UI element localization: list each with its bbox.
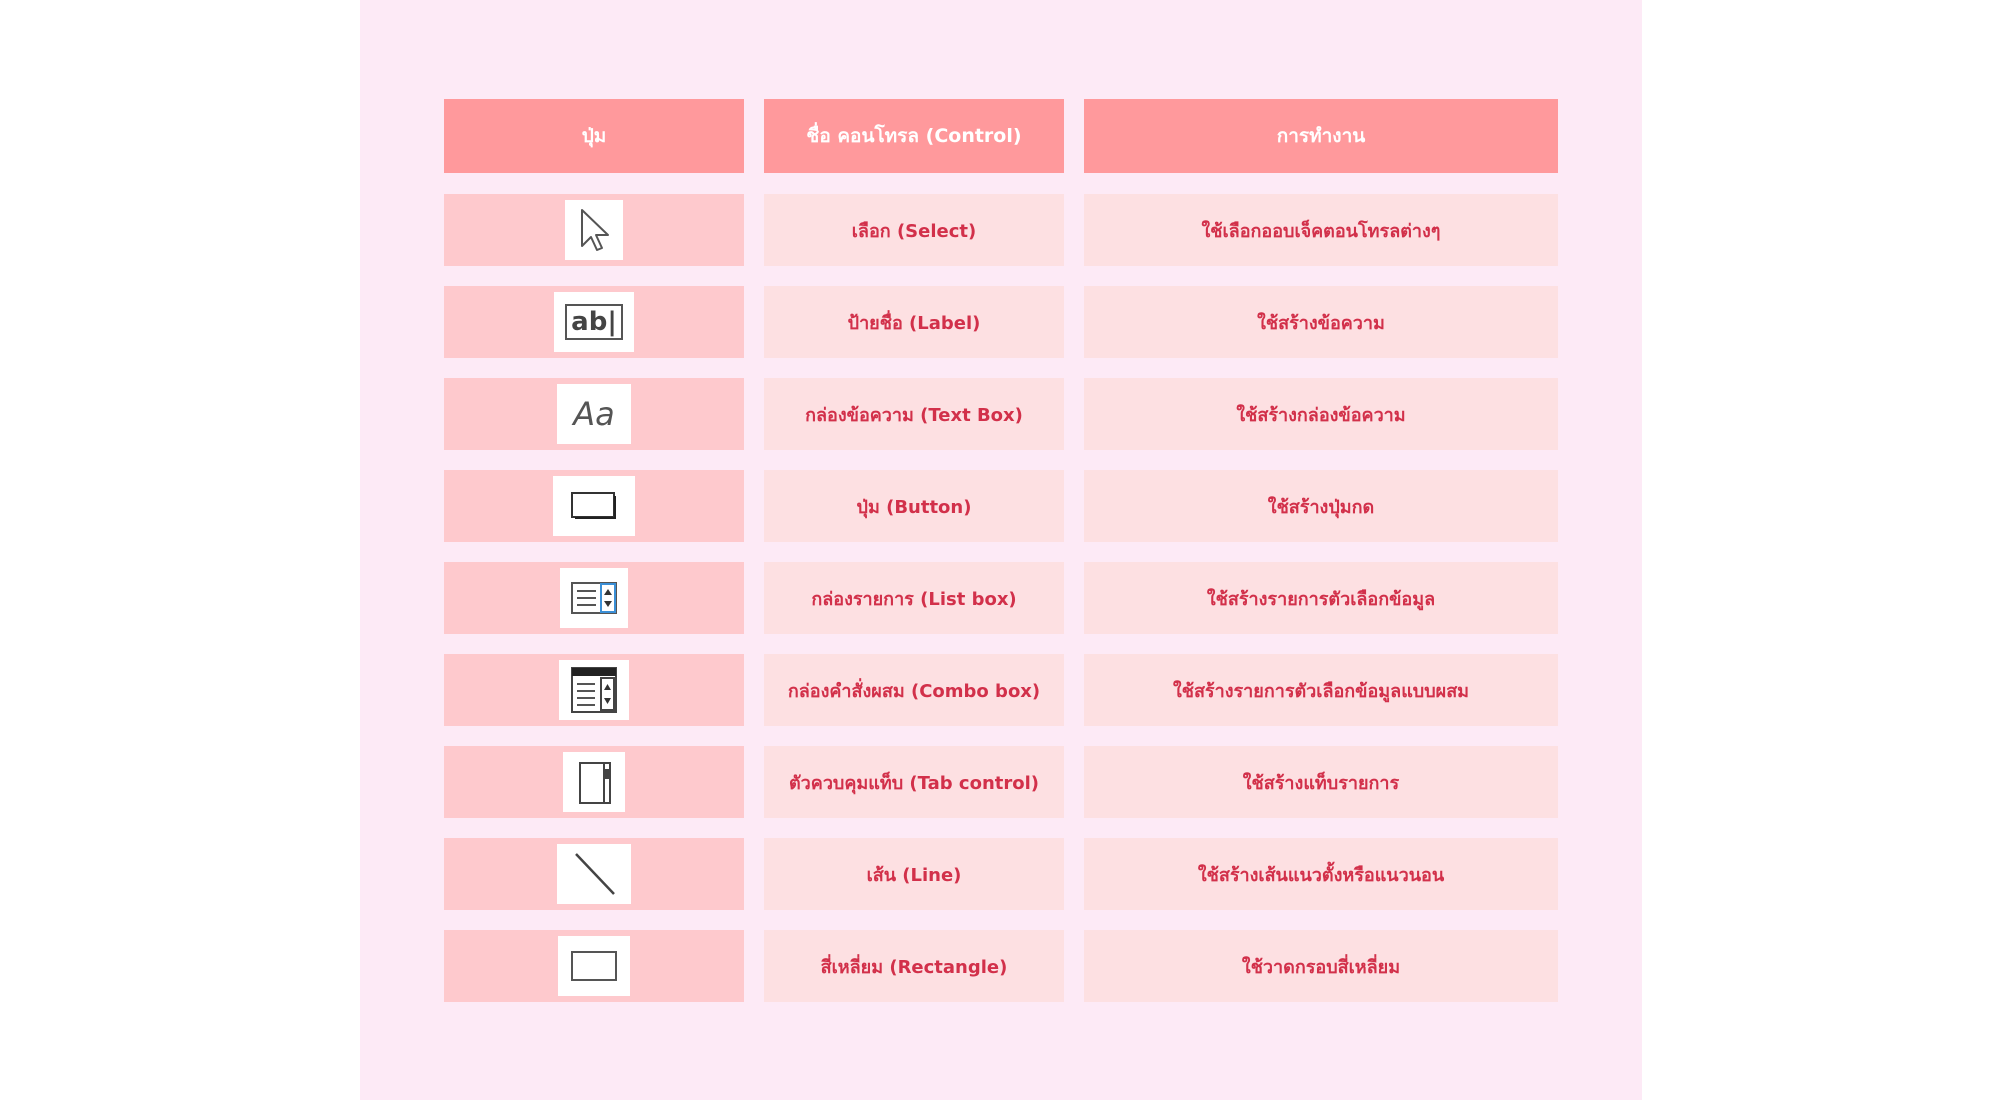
icon-cell	[444, 378, 744, 450]
icon-cell	[444, 746, 744, 818]
table-row	[444, 562, 1558, 634]
control-action: ใช้สร้างกล่องข้อความ	[1084, 378, 1558, 450]
icon-cell	[444, 930, 744, 1002]
control-action: ใช้สร้างข้อความ	[1084, 286, 1558, 358]
rectangle-icon	[558, 936, 630, 996]
control-action: ใช้สร้างปุ่มกด	[1084, 470, 1558, 542]
control-action: ใช้สร้างรายการตัวเลือกข้อมูลแบบผสม	[1084, 654, 1558, 726]
icon-cell	[444, 838, 744, 910]
control-name: ปุ่ม (Button)	[764, 470, 1064, 542]
control-action: ใช้เลือกออบเจ็คตอนโทรลต่างๆ	[1084, 194, 1558, 266]
control-action: ใช้วาดกรอบสี่เหลี่ยม	[1084, 930, 1558, 1002]
table-row	[444, 654, 1558, 726]
table-row	[444, 470, 1558, 542]
control-action: ใช้สร้างเส้นแนวตั้งหรือแนวนอน	[1084, 838, 1558, 910]
button-icon	[553, 476, 635, 536]
control-name: กล่องรายการ (List box)	[764, 562, 1064, 634]
table-row	[444, 838, 1558, 910]
icon-cell	[444, 194, 744, 266]
combobox-icon	[559, 660, 629, 720]
controls-table	[444, 99, 1558, 1022]
table-row	[444, 746, 1558, 818]
header-button: ปุ่ม	[444, 99, 744, 173]
control-name: สี่เหลี่ยม (Rectangle)	[764, 930, 1064, 1002]
line-icon	[557, 844, 631, 904]
control-name: ป้ายชื่อ (Label)	[764, 286, 1064, 358]
control-name: กล่องข้อความ (Text Box)	[764, 378, 1064, 450]
table-row	[444, 930, 1558, 1002]
control-action: ใช้สร้างแท็บรายการ	[1084, 746, 1558, 818]
icon-cell	[444, 654, 744, 726]
icon-cell	[444, 562, 744, 634]
header-action: การทำงาน	[1084, 99, 1558, 173]
table-row	[444, 286, 1558, 358]
control-name: เส้น (Line)	[764, 838, 1064, 910]
slide	[360, 0, 1642, 1100]
label-ab-icon: ab|	[554, 292, 634, 352]
icon-cell	[444, 470, 744, 542]
control-name: กล่องคำสั่งผสม (Combo box)	[764, 654, 1064, 726]
control-action: ใช้สร้างรายการตัวเลือกข้อมูล	[1084, 562, 1558, 634]
control-name: ตัวควบคุมแท็บ (Tab control)	[764, 746, 1064, 818]
textbox-aa-icon: Aa	[557, 384, 631, 444]
listbox-icon	[560, 568, 628, 628]
table-row	[444, 194, 1558, 266]
table-row	[444, 378, 1558, 450]
tab-control-icon	[563, 752, 625, 812]
control-name: เลือก (Select)	[764, 194, 1064, 266]
pointer-icon	[565, 200, 623, 260]
icon-cell	[444, 286, 744, 358]
header-control: ชื่อ คอนโทรล (Control)	[764, 99, 1064, 173]
table-header-row	[444, 99, 1558, 173]
